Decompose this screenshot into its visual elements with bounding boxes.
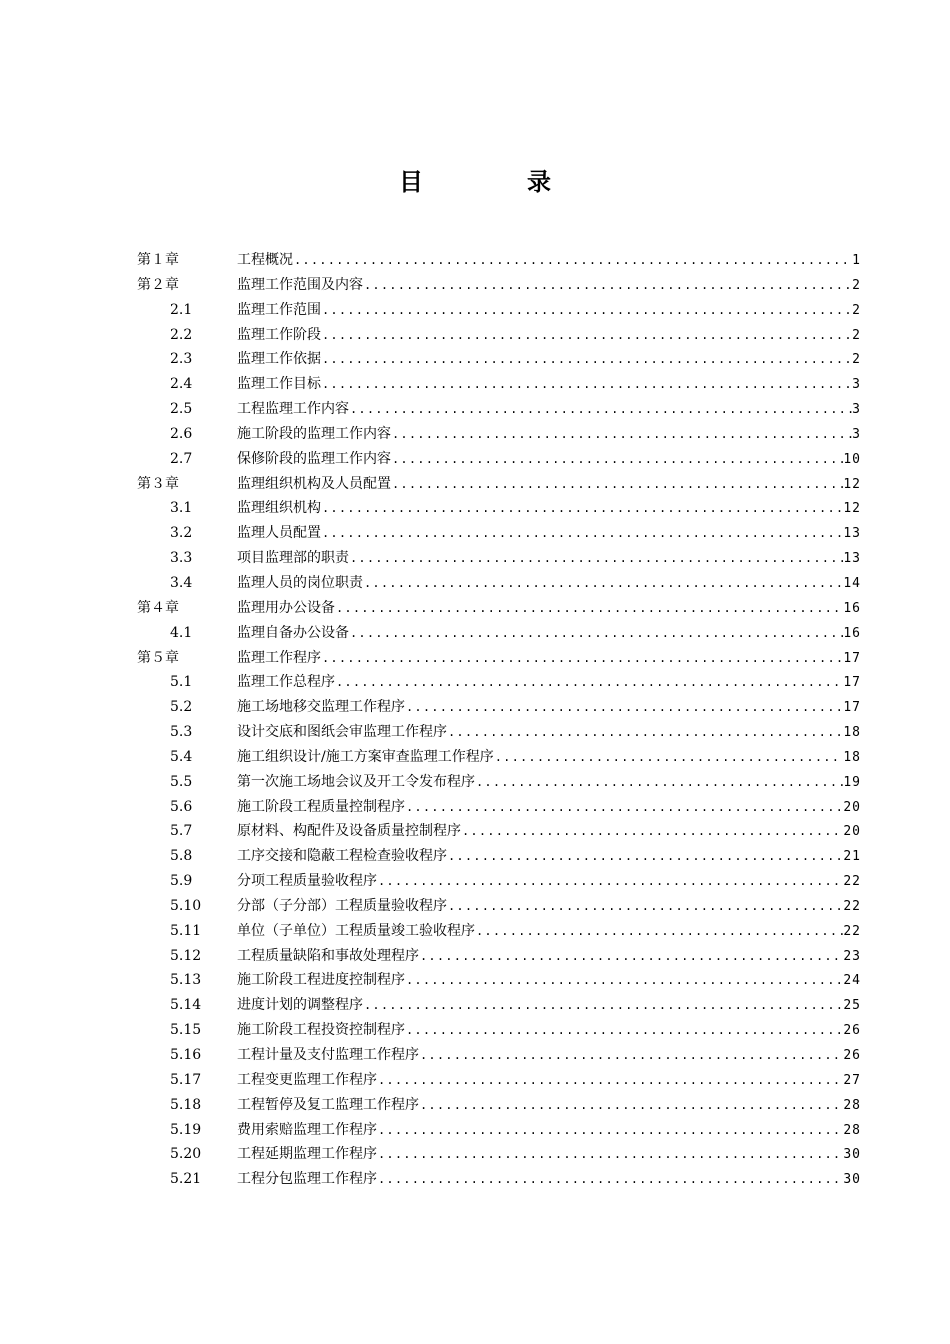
toc-entry[interactable] [137,646,861,671]
toc-entry-line [237,1118,861,1143]
toc-entry-page-number: 22 [843,923,861,939]
toc-entry-line [237,894,861,919]
toc-entry-page-number: 3 [852,402,861,418]
toc-entry-page-number: 2 [852,352,861,368]
toc-entry-title: 工程变更监理工作程序 [237,1071,377,1088]
toc-dot-leader [377,1068,843,1092]
toc-entry[interactable] [137,968,861,993]
toc-entry-line [237,720,861,745]
toc-entry-title: 施工组织设计/施工方案审查监理工作程序 [237,748,494,765]
toc-entry[interactable] [137,869,861,894]
toc-entry-line [237,521,861,546]
toc-entry-line [237,795,861,820]
toc-dot-leader [349,546,843,570]
toc-entry-number: 2.7 [170,450,193,467]
toc-dot-leader [475,919,843,943]
toc-entry[interactable] [137,1018,861,1043]
toc-entry-title: 监理工作程序 [237,649,321,666]
toc-entry[interactable] [137,496,861,521]
toc-entry-title: 监理组织机构 [237,500,321,517]
toc-entry-number: 5.13 [170,972,202,989]
toc-dot-leader [377,1167,843,1191]
toc-entry-line [237,323,861,348]
toc-entry-line [237,422,861,447]
toc-dot-leader [321,323,852,347]
toc-entry-number: 2.1 [170,301,193,318]
toc-entry[interactable] [137,1142,861,1167]
toc-entry-line [237,1093,861,1118]
toc-entry-page-number: 14 [843,575,861,591]
toc-entry-page-number: 16 [843,625,861,641]
toc-entry-number: 第５章 [137,649,179,666]
toc-entry-title: 监理组织机构及人员配置 [237,475,391,492]
toc-entry[interactable] [137,1068,861,1093]
toc-dot-leader [377,1142,843,1166]
toc-dot-leader [349,621,843,645]
toc-entry-number: 5.1 [170,674,193,691]
toc-entry-line [237,596,861,621]
toc-entry-title: 施工阶段工程质量控制程序 [237,798,405,815]
toc-entry-number: 第１章 [137,252,179,268]
toc-entry-title: 施工阶段工程投资控制程序 [237,1022,405,1039]
toc-entry[interactable] [137,894,861,919]
toc-entry[interactable] [137,298,861,323]
toc-entry-page-number: 23 [843,948,861,964]
toc-entry-number: 3.1 [170,500,193,517]
toc-dot-leader [391,472,843,496]
toc-entry-title: 监理工作依据 [237,351,321,368]
toc-entry-line [237,621,861,646]
toc-entry-line [237,298,861,323]
toc-entry-line [237,546,861,571]
toc-entry-number: 第４章 [137,599,179,616]
toc-entry-title: 工程监理工作内容 [237,401,349,418]
toc-entry-title: 工程延期监理工作程序 [237,1146,377,1163]
toc-entry-page-number: 25 [843,998,861,1014]
toc-entry[interactable] [137,944,861,969]
toc-entry-line [237,670,861,695]
toc-entry[interactable] [137,621,861,646]
toc-entry-page-number: 30 [843,1172,861,1188]
toc-dot-leader [321,347,852,371]
toc-entry-page-number: 22 [843,898,861,914]
toc-entry-title: 施工阶段工程进度控制程序 [237,972,405,989]
toc-entry-number: 5.4 [170,748,193,765]
toc-entry-title: 监理工作阶段 [237,326,321,343]
toc-entry-number: 5.21 [170,1171,202,1188]
toc-entry-number: 5.10 [170,897,202,914]
toc-entry-title: 监理工作范围 [237,301,321,318]
toc-entry-page-number: 17 [843,675,861,691]
toc-entry-title: 保修阶段的监理工作内容 [237,450,391,467]
toc-entry-title: 工程暂停及复工监理工作程序 [237,1096,419,1113]
toc-entry-line [237,1068,861,1093]
toc-entry-number: 2.2 [170,326,193,343]
toc-entry-title: 单位（子单位）工程质量竣工验收程序 [237,922,475,939]
toc-dot-leader [335,670,843,694]
toc-dot-leader [447,894,843,918]
toc-dot-leader [363,993,843,1017]
toc-entry[interactable] [137,472,861,497]
toc-entry[interactable] [137,372,861,397]
toc-entry-number: 5.17 [170,1071,202,1088]
toc-dot-leader [321,496,843,520]
toc-entry-page-number: 13 [843,526,861,542]
toc-entry-number: 5.6 [170,798,193,815]
toc-entry-number: 2.4 [170,376,193,393]
toc-entry-line [237,1043,861,1068]
toc-dot-leader [494,745,844,769]
toc-dot-leader [419,1093,843,1117]
toc-dot-leader [293,248,852,272]
toc-dot-leader [321,521,843,545]
toc-dot-leader [363,571,843,595]
toc-entry-title: 工程质量缺陷和事故处理程序 [237,947,419,964]
toc-entry-page-number: 26 [843,1048,861,1063]
toc-entry-title: 施工阶段的监理工作内容 [237,425,391,442]
toc-entry-number: 3.4 [170,574,193,591]
toc-entry-line [237,869,861,894]
toc-entry-line [237,397,861,422]
toc-dot-leader [349,397,852,421]
toc-entry-page-number: 1 [852,253,861,268]
toc-entry-number: 5.19 [170,1121,202,1138]
toc-entry-title: 分部（子分部）工程质量验收程序 [237,897,447,914]
toc-entry-number: 第３章 [137,475,179,492]
toc-entry-page-number: 20 [843,824,861,840]
toc-entry[interactable] [137,596,861,621]
toc-entry-line [237,745,861,770]
toc-entry-line [237,770,861,795]
toc-entry-page-number: 24 [843,973,861,989]
toc-entry-page-number: 13 [843,551,861,567]
toc-entry-number: 4.1 [170,624,193,641]
toc-entry-page-number: 26 [843,1023,861,1039]
toc-entry[interactable] [137,795,861,820]
toc-entry-title: 监理人员的岗位职责 [237,574,363,591]
toc-dot-leader [447,844,843,868]
toc-entry-line [237,571,861,596]
toc-entry-line [237,919,861,944]
toc-entry-number: 5.11 [170,922,202,939]
toc-entry-line [237,819,861,844]
toc-entry-title: 监理工作范围及内容 [237,276,363,293]
toc-entry-page-number: 22 [843,874,861,890]
toc-entry[interactable] [137,248,861,273]
toc-entry-number: 5.3 [170,724,193,741]
toc-entry-page-number: 17 [843,650,861,666]
toc-entry-title: 进度计划的调整程序 [237,997,363,1014]
toc-entry-line [237,347,861,372]
toc-entry[interactable] [137,1118,861,1143]
toc-entry-title: 工程分包监理工作程序 [237,1171,377,1188]
toc-entry-line [237,993,861,1018]
toc-entry-number: 2.6 [170,425,193,442]
toc-entry-title: 监理自备办公设备 [237,624,349,641]
toc-dot-leader [321,646,843,670]
toc-entry-number: 2.5 [170,401,193,418]
page-title: 目 录 [399,167,591,196]
toc-entry-title: 设计交底和图纸会审监理工作程序 [237,724,447,741]
toc-entry-title: 项目监理部的职责 [237,550,349,567]
toc-entry-number: 5.16 [170,1047,202,1063]
toc-dot-leader [391,447,843,471]
toc-entry-page-number: 30 [843,1147,861,1163]
toc-entry-line [237,844,861,869]
toc-dot-leader [405,695,843,719]
toc-entry-title: 工程计量及支付监理工作程序 [237,1047,419,1063]
toc-entry[interactable] [137,919,861,944]
toc-dot-leader [447,720,843,744]
toc-entry-page-number: 3 [852,426,861,442]
toc-entry-number: 3.2 [170,525,193,542]
toc-entry[interactable] [137,993,861,1018]
toc-entry[interactable] [137,323,861,348]
toc-entry-title: 监理工作总程序 [237,674,335,691]
toc-entry-page-number: 2 [852,302,861,318]
toc-dot-leader [391,422,852,446]
toc-entry-line [237,1018,861,1043]
toc-entry-title: 分项工程质量验收程序 [237,873,377,890]
toc-entry-title: 工程概况 [237,252,293,268]
toc-entry-title: 第一次施工场地会议及开工令发布程序 [237,773,475,790]
toc-entry-page-number: 18 [843,749,861,765]
toc-entry[interactable] [137,422,861,447]
toc-entry[interactable] [137,546,861,571]
toc-entry-line [237,1142,861,1167]
toc-entry-number: 5.7 [170,823,193,840]
toc-entry-page-number: 16 [843,600,861,616]
toc-entry[interactable] [137,670,861,695]
toc-entry-line [237,1167,861,1192]
toc-entry-page-number: 20 [843,799,861,815]
toc-entry-number: 5.14 [170,997,202,1014]
toc-entry[interactable] [137,1167,861,1192]
toc-entry-page-number: 28 [843,1097,861,1113]
toc-entry-line [237,248,861,273]
toc-dot-leader [419,1043,843,1067]
toc-entry-page-number: 2 [852,277,861,293]
toc-entry-number: 5.5 [170,773,193,790]
toc-entry-number: 5.18 [170,1096,202,1113]
toc-entry-title: 监理用办公设备 [237,599,335,616]
toc-entry[interactable] [137,521,861,546]
toc-list [137,248,861,1192]
toc-entry-line [237,968,861,993]
toc-entry[interactable] [137,397,861,422]
toc-entry[interactable] [137,695,861,720]
toc-entry-page-number: 12 [843,501,861,517]
toc-dot-leader [405,1018,843,1042]
toc-dot-leader [405,795,843,819]
toc-entry-number: 3.3 [170,550,193,567]
toc-entry-line [237,472,861,497]
toc-entry-page-number: 28 [843,1122,861,1138]
toc-entry[interactable] [137,571,861,596]
toc-entry[interactable] [137,745,861,770]
toc-entry-page-number: 12 [843,476,861,492]
toc-entry[interactable] [137,447,861,472]
toc-entry-number: 5.15 [170,1022,202,1039]
toc-entry-number: 5.20 [170,1146,202,1163]
toc-dot-leader [363,273,852,297]
toc-entry-title: 监理工作目标 [237,376,321,393]
toc-entry-page-number: 19 [843,774,861,790]
toc-entry-number: 5.2 [170,699,193,716]
toc-entry-line [237,695,861,720]
toc-dot-leader [461,819,843,843]
toc-entry[interactable] [137,1093,861,1118]
toc-entry[interactable] [137,720,861,745]
toc-dot-leader [377,1118,843,1142]
toc-dot-leader [321,372,852,396]
toc-entry[interactable] [137,819,861,844]
toc-entry-line [237,646,861,671]
toc-entry-line [237,273,861,298]
toc-entry[interactable] [137,273,861,298]
toc-entry-number: 5.9 [170,873,193,890]
toc-entry-number: 5.12 [170,947,202,964]
toc-entry-line [237,447,861,472]
toc-entry-title: 施工场地移交监理工作程序 [237,699,405,716]
toc-entry-line [237,944,861,969]
toc-entry-page-number: 2 [852,327,861,343]
toc-entry-page-number: 10 [843,451,861,467]
toc-dot-leader [377,869,843,893]
toc-dot-leader [321,298,852,322]
toc-entry[interactable] [137,770,861,795]
toc-dot-leader [419,944,843,968]
toc-entry-title: 监理人员配置 [237,525,321,542]
toc-entry-title: 原材料、构配件及设备质量控制程序 [237,823,461,840]
toc-entry-page-number: 18 [843,725,861,741]
toc-entry-page-number: 17 [843,700,861,716]
toc-entry-title: 工序交接和隐蔽工程检查验收程序 [237,848,447,865]
toc-dot-leader [335,596,843,620]
toc-entry[interactable] [137,844,861,869]
toc-entry[interactable] [137,347,861,372]
toc-entry-number: 2.3 [170,351,193,368]
toc-entry-line [237,496,861,521]
toc-entry-line [237,372,861,397]
toc-dot-leader [405,968,843,992]
toc-entry[interactable] [137,1043,861,1068]
toc-entry-page-number: 21 [843,849,861,865]
toc-dot-leader [475,770,843,794]
toc-entry-number: 第２章 [137,276,179,293]
toc-entry-number: 5.8 [170,848,193,865]
toc-entry-page-number: 27 [843,1072,861,1088]
toc-entry-title: 费用索赔监理工作程序 [237,1121,377,1138]
toc-entry-page-number: 3 [852,377,861,393]
